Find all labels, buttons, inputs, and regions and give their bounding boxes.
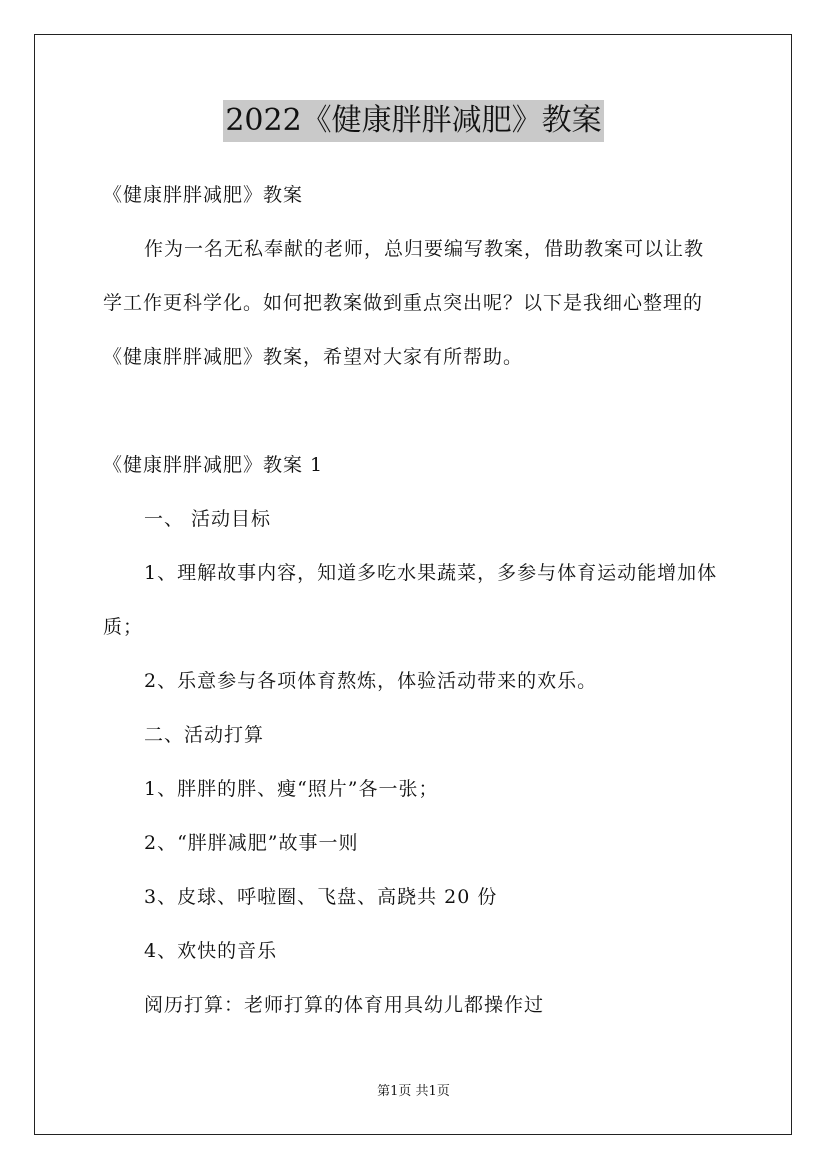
prep-item-1: 1、胖胖的胖、瘦“照片”各一张； — [144, 778, 439, 800]
experience-prep: 阅历打算：老师打算的体育用具幼儿都操作过 — [144, 994, 545, 1016]
goal-2: 2、乐意参与各项体育熬炼，体验活动带来的欢乐。 — [144, 670, 598, 692]
prep-item-2: 2、“胖胖减肥”故事一则 — [144, 832, 359, 854]
title-wrap — [0, 100, 827, 142]
prep-item-4: 4、欢快的音乐 — [144, 940, 278, 962]
goals-heading: 一、 活动目标 — [144, 508, 272, 530]
intro-line-2: 学工作更科学化。如何把教案做到重点突出呢？以下是我细心整理的 — [103, 292, 704, 314]
goal-1-line-2: 质； — [103, 616, 144, 638]
intro-line-3: 《健康胖胖减肥》教案，希望对大家有所帮助。 — [103, 346, 524, 368]
page-footer: 第1页 共1页 — [377, 1084, 450, 1099]
prep-item-3: 3、皮球、呼啦圈、飞盘、高跷共 20 份 — [144, 886, 498, 908]
prep-heading: 二、活动打算 — [144, 724, 265, 746]
goal-1-line-1: 1、理解故事内容，知道多吃水果蔬菜，多参与体育运动能增加体 — [144, 562, 718, 584]
intro-line-1: 作为一名无私奉献的老师，总归要编写教案，借助教案可以让教 — [144, 238, 705, 260]
subtitle: 《健康胖胖减肥》教案 — [103, 184, 304, 206]
section-heading: 《健康胖胖减肥》教案 1 — [103, 454, 324, 476]
document-title: 2022《健康胖胖减肥》教案 — [223, 100, 603, 142]
